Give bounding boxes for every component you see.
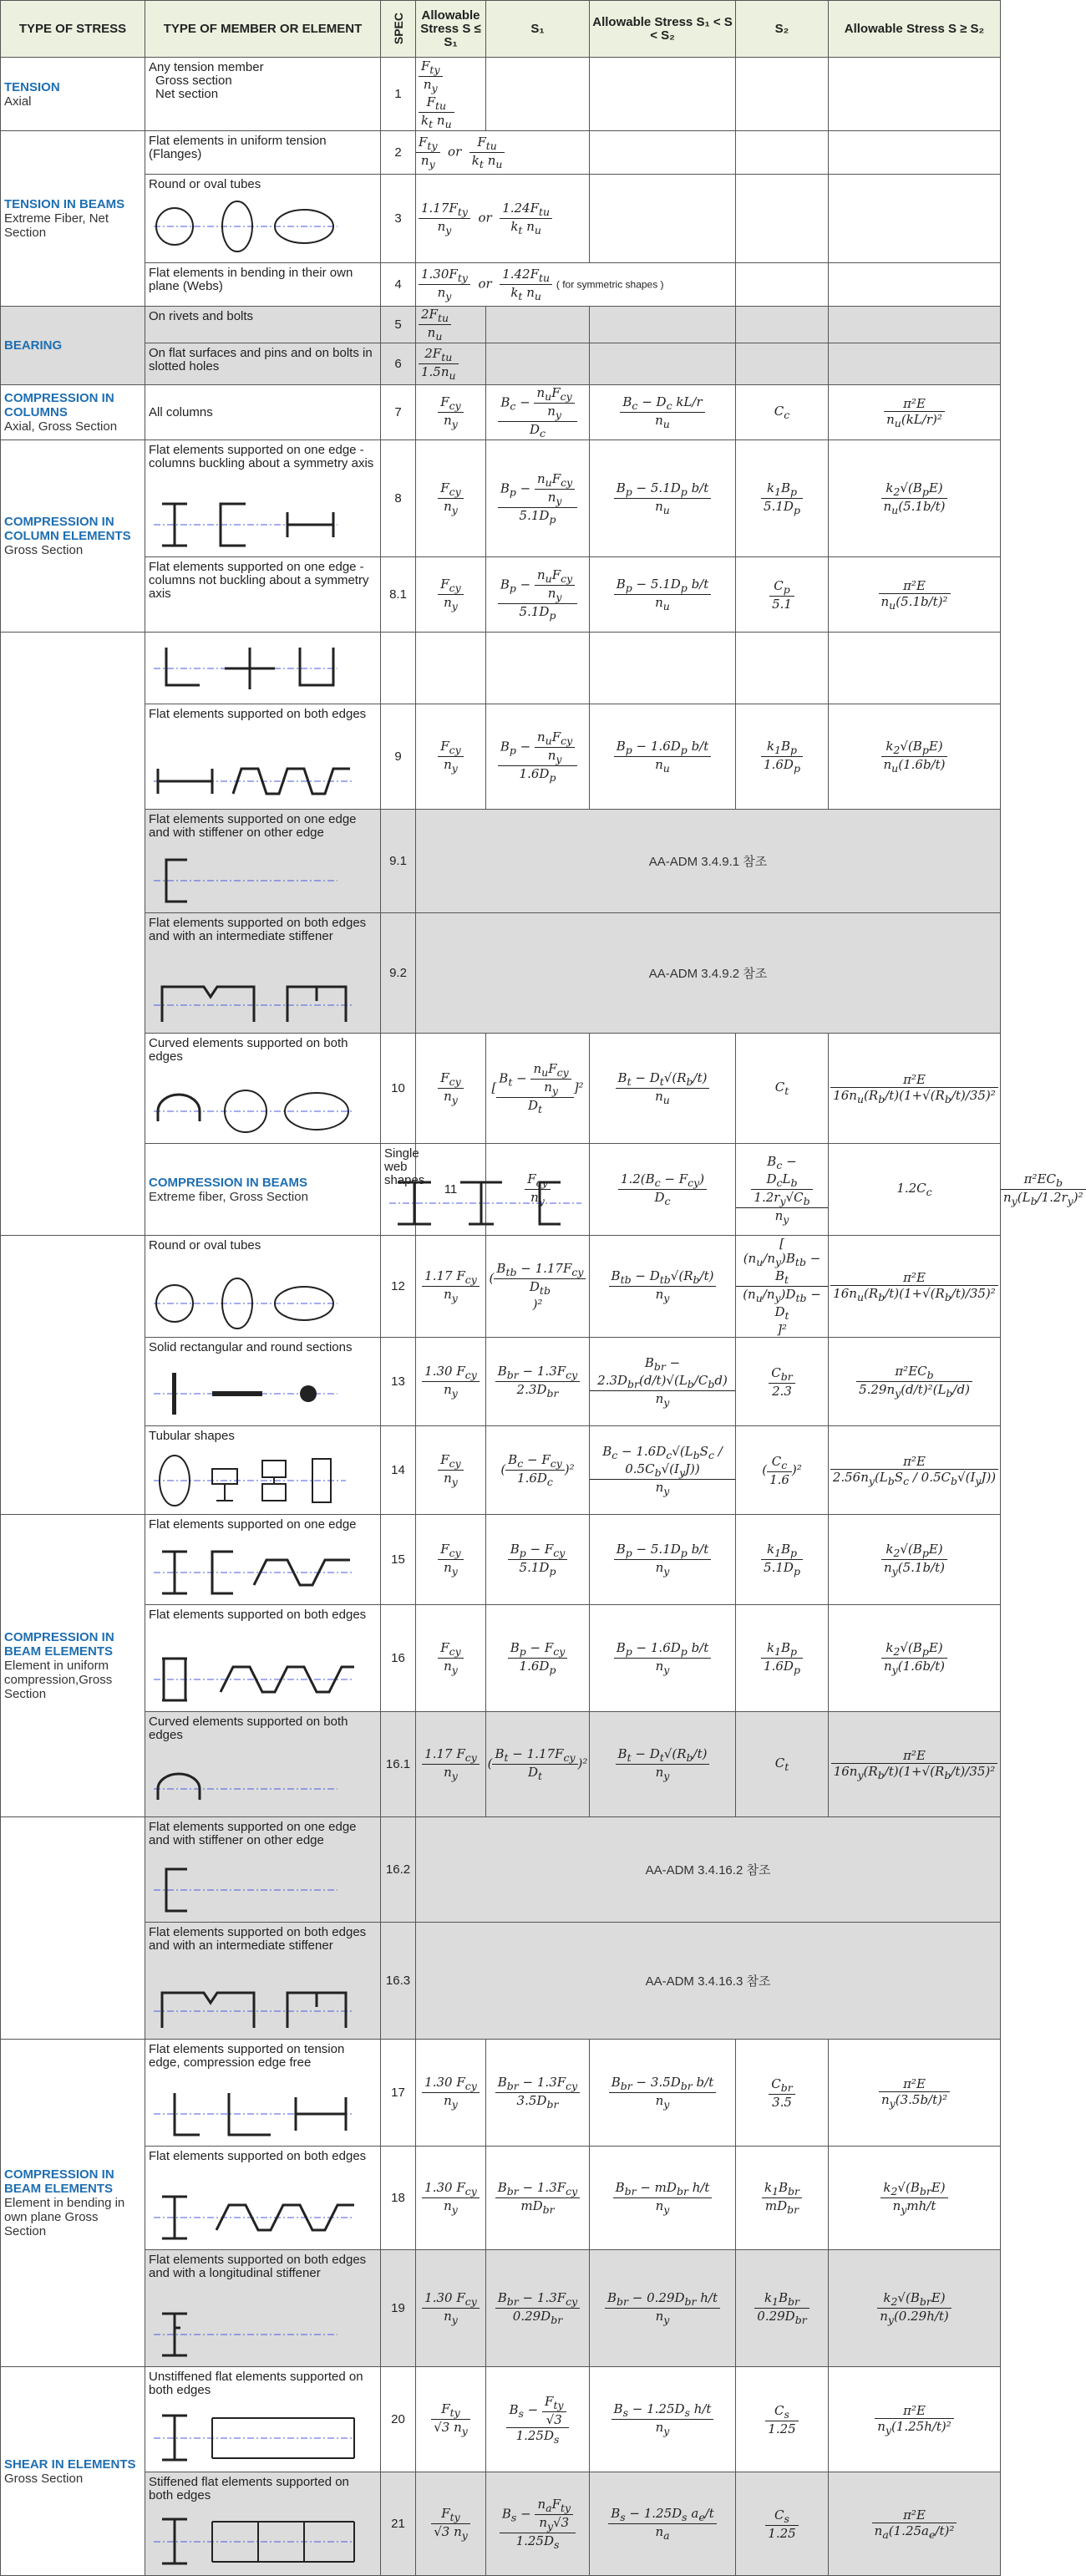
empty-cell xyxy=(736,343,829,385)
table-row xyxy=(1,1712,1001,1817)
formula-cell: $\frac{B_p - 5.1D_p b/t}{n_y}$ xyxy=(590,1515,736,1605)
tension-edge-sketch xyxy=(154,2089,354,2139)
formula-cell: $\frac{F_{cy}}{n_y}$ xyxy=(416,704,486,810)
formula-cell: $\frac{B_s - 1.25D_s h/t}{n_y}$ xyxy=(590,2367,736,2472)
formula-cell: $\frac{B_{tb} - D_{tb}√(R_b/t)}{n_y}$ xyxy=(590,1236,736,1338)
both-edge-shapes-sketch xyxy=(154,643,337,694)
member-cell: Curved elements supported on both edges xyxy=(145,1712,381,1817)
formula-cell: $\frac{k_2√(B_pE)}{n_y(5.1b/t)}$ xyxy=(829,1515,1001,1605)
table-row xyxy=(1,307,1001,343)
formula-cell: $\frac{2F_{tu}}{n_u}$ xyxy=(416,307,486,343)
formula-cell: $C_c$ xyxy=(736,385,829,440)
formula-cell: $\frac{1.17F_{ty}}{n_y}$ or $\frac{1.24F_{tu}}{k_t n_u}$ xyxy=(416,175,590,263)
group-tension-beams: TENSION IN BEAMS Extreme Fiber, Net Section xyxy=(1,131,145,307)
group-bearing: BEARING xyxy=(1,307,145,385)
spec-number xyxy=(381,633,416,704)
formula-cell: $\frac{F_{cy}}{n_y}$ xyxy=(416,1605,486,1712)
empty-cell xyxy=(736,175,829,263)
formula-cell: $\frac{B_p - 1.6D_p b/t}{n_y}$ xyxy=(590,1605,736,1712)
table-row xyxy=(1,2472,1001,2576)
table-row xyxy=(1,810,1001,913)
header-s1: S₁ xyxy=(486,1,590,58)
empty-cell xyxy=(486,307,590,343)
empty-cell xyxy=(416,633,486,704)
table-row xyxy=(1,440,1001,557)
formula-cell: $\frac{\text{π²E}}{16n_u(R_b/t)(1+√(R_b/t)/35)^2}$ xyxy=(829,1236,1001,1338)
member-cell: Flat elements in uniform tension (Flanges) xyxy=(145,131,381,175)
formula-cell: $\frac{B_p - F_{cy}}{5.1D_p}$ xyxy=(486,1515,590,1605)
member-cell xyxy=(145,633,381,704)
formula-cell: ( $\frac{B_c - F_{cy}}{1.6D_c}$ )² xyxy=(486,1426,590,1515)
table-row xyxy=(1,385,1001,440)
longitudinal-stiffener-sketch xyxy=(154,2309,337,2360)
table-row xyxy=(1,1034,1001,1144)
formula-cell: $C_t$ xyxy=(736,1034,829,1144)
spec-number: 18 xyxy=(381,2147,416,2250)
member-cell: Flat elements supported on both edges xyxy=(145,2147,381,2250)
formula-cell: $\frac{C_{br}}{2.3}$ xyxy=(736,1338,829,1426)
formula-cell: $\frac{k_1B_{br}}{mD_{br}}$ xyxy=(736,2147,829,2250)
tubular-shapes-sketch xyxy=(154,1454,346,1507)
table-row xyxy=(1,263,1001,307)
member-cell: Flat elements in bending in their own plane (Webs) xyxy=(145,263,381,307)
reference-note: AA-ADM 3.4.16.3 참조 xyxy=(416,1923,1001,2040)
formula-cell: $\frac{\pi^2EC_b}{5.29n_y(d/t)^2(L_b/d)}$ xyxy=(829,1338,1001,1426)
member-cell: Solid rectangular and round sections xyxy=(145,1338,381,1426)
group-tension: TENSION Axial xyxy=(1,58,145,131)
formula-cell: $\frac{1.17 F_{cy}}{n_y}$ xyxy=(416,1236,486,1338)
header-spec: SPEC xyxy=(381,1,416,58)
formula-cell: $\frac{1.2(B_c - F_{cy})}{D_c}$ xyxy=(590,1144,736,1236)
formula-cell: $\frac{C_s}{1.25}$ xyxy=(736,2367,829,2472)
formula-cell: $\frac{\text{π²E}}{n_y(3.5b/t)^2}$ xyxy=(829,2040,1001,2147)
formula-cell: $\frac{C_p}{5.1}$ xyxy=(736,557,829,633)
member-cell: Flat elements supported on one edge xyxy=(145,1515,381,1605)
header-row xyxy=(1,1,1001,58)
formula-cell: $\frac{B_p - 1.6D_p b/t}{n_u}$ xyxy=(590,704,736,810)
table-row xyxy=(1,58,1001,131)
formula-cell: $\frac{F_{cy}}{n_y}$ xyxy=(486,1144,590,1236)
empty-cell xyxy=(829,131,1001,175)
formula-cell: [ $B_t$ − $\frac{n_uF_{cy}}{n_y}$ $D_t$ ]² xyxy=(486,1034,590,1144)
formula-cell: $\frac{k_1B_{br}}{0.29D_{br}}$ xyxy=(736,2250,829,2367)
table-row xyxy=(1,175,1001,263)
member-cell: All columns xyxy=(145,385,381,440)
formula-cell: $\frac{k_2√(B_pE)}{n_u(1.6b/t)}$ xyxy=(829,704,1001,810)
spec-number: 2 xyxy=(381,131,416,175)
member-cell: Flat elements supported on one edge - columns not buckling about a symmetry axis xyxy=(145,557,381,633)
member-cell: Flat elements supported on both edges and with an intermediate stiffener xyxy=(145,1923,381,2040)
member-cell: Flat elements supported on tension edge, compression edge free xyxy=(145,2040,381,2147)
formula-cell: $\frac{B_p - 5.1D_p b/t}{n_u}$ xyxy=(590,557,736,633)
table-row xyxy=(1,633,1001,704)
formula-cell: $\frac{B_{br} - 2.3D_{br}(d/t)√(L_b/C_bd)}{n_y}$ xyxy=(590,1338,736,1426)
formula-cell: ( $\frac{B_t - 1.17F_{cy}}{D_t}$ )² xyxy=(486,1712,590,1817)
formula-cell: $\frac{B_{br} - mD_{br} h/t}{n_y}$ xyxy=(590,2147,736,2250)
formula-cell: ( $\frac{B_{tb} - 1.17F_{cy}}{D_{tb}}$ )² xyxy=(486,1236,590,1338)
member-cell: Round or oval tubes xyxy=(145,1236,381,1338)
formula-cell: $B_p$ − $\frac{n_uF_{cy}}{n_y}$ $5.1D_p$ xyxy=(486,440,590,557)
formula-cell: $\frac{F_{ty}}{√3 n_y}$ xyxy=(416,2367,486,2472)
header-allowable-1: Allowable Stress S ≤ S₁ xyxy=(416,1,486,58)
spec-number: 13 xyxy=(381,1338,416,1426)
empty-cell xyxy=(736,58,829,131)
formula-cell: $\frac{1.30 F_{cy}}{n_y}$ xyxy=(416,2250,486,2367)
flat-both-edges-sketch xyxy=(154,760,354,802)
formula-cell: $\frac{B_c - D_c kL/r}{n_u}$ xyxy=(590,385,736,440)
formula-cell: $\frac{C_{br}}{3.5}$ xyxy=(736,2040,829,2147)
empty-cell xyxy=(736,633,829,704)
stiffened-shear-sketch xyxy=(154,2515,354,2568)
formula-cell: $\frac{k_1B_p}{5.1D_p}$ xyxy=(736,440,829,557)
formula-cell: $\frac{F_{cy}}{n_y}$ xyxy=(416,1034,486,1144)
spec-number: 7 xyxy=(381,385,416,440)
spec-number: 15 xyxy=(381,1515,416,1605)
header-allowable-2: Allowable Stress S₁ < S < S₂ xyxy=(590,1,736,58)
formula-cell: $\frac{1.30F_{ty}}{n_y}$ or $\frac{1.42F_{tu}}{k_t n_u}$ ( for symmetric shapes ) xyxy=(416,263,736,307)
empty-cell xyxy=(590,131,736,175)
formula-cell: $\frac{\text{π²E}}{16n_y(R_b/t)(1+√(R_b/t)/35)^2}$ xyxy=(829,1712,1001,1817)
member-cell: On flat surfaces and pins and on bolts in slotted holes xyxy=(145,343,381,385)
formula-cell: $\frac{B_t - D_t√(R_b/t)}{n_y}$ xyxy=(590,1712,736,1817)
formula-cell: $\frac{\text{π²E}}{n_u(kL/r)^2}$ xyxy=(829,385,1001,440)
reference-note: AA-ADM 3.4.16.2 참조 xyxy=(416,1817,1001,1923)
beam-stiffened-one-edge-sketch xyxy=(154,1865,337,1915)
table-row xyxy=(1,913,1001,1034)
member-cell: On rivets and bolts xyxy=(145,307,381,343)
member-cell: Round or oval tubes xyxy=(145,175,381,263)
formula-cell: $\frac{F_{ty}}{n_y}$ $\frac{F_{tu}}{k_t n_u}$ xyxy=(416,58,486,131)
formula-cell: $\frac{\text{π²E}}{n_y(1.25h/t)^2}$ xyxy=(829,2367,1001,2472)
formula-cell: $\frac{1.30 F_{cy}}{n_y}$ xyxy=(416,1338,486,1426)
formula-cell: $B_s$ − $\frac{n_aF_{ty}}{n_y√3}$ $1.25D_s$ xyxy=(486,2472,590,2576)
empty-cell xyxy=(590,343,736,385)
formula-cell: $\frac{B_s - 1.25D_s a_e/t}{n_a}$ xyxy=(590,2472,736,2576)
table-row xyxy=(1,1817,1001,1923)
formula-cell: $B_c$ − $\frac{n_uF_{cy}}{n_y}$ $D_c$ xyxy=(486,385,590,440)
intermediate-stiffener-sketch xyxy=(154,980,354,1026)
empty-cell xyxy=(829,343,1001,385)
spec-number: 17 xyxy=(381,2040,416,2147)
group-comp-beams: COMPRESSION IN BEAMS Extreme fiber, Gross Section xyxy=(145,1144,381,1236)
stiffened-one-edge-sketch xyxy=(154,856,337,906)
member-cell: Flat elements supported on one edge and with stiffener on other edge xyxy=(145,810,381,913)
member-cell: Flat elements supported on both edges xyxy=(145,1605,381,1712)
formula-cell: $\frac{B_{br} - 1.3F_{cy}}{2.3D_{br}}$ xyxy=(486,1338,590,1426)
formula-cell: ( $\frac{C_c}{1.6}$ )² xyxy=(736,1426,829,1515)
one-edge-shapes-sketch xyxy=(154,500,337,550)
group-shear: SHEAR IN ELEMENTS Gross Section xyxy=(1,2367,145,2576)
spec-number: 11 xyxy=(416,1144,486,1236)
reference-note: AA-ADM 3.4.9.2 참조 xyxy=(416,913,1001,1034)
member-cell: Unstiffened flat elements supported on both edges xyxy=(145,2367,381,2472)
formula-cell: $B_p$ − $\frac{n_uF_{cy}}{n_y}$ $1.6D_p$ xyxy=(486,704,590,810)
formula-cell: $\frac{k_2√(B_{br}E)}{n_ymh/t}$ xyxy=(829,2147,1001,2250)
formula-cell: $\frac{k_1B_p}{1.6D_p}$ xyxy=(736,704,829,810)
formula-cell: $\frac{k_1B_p}{1.6D_p}$ xyxy=(736,1605,829,1712)
empty-cell xyxy=(829,307,1001,343)
spec-number: 5 xyxy=(381,307,416,343)
table-row xyxy=(1,1236,1001,1338)
spec-number: 8 xyxy=(381,440,416,557)
header-allowable-3: Allowable Stress S ≥ S₂ xyxy=(829,1,1001,58)
spec-number: 14 xyxy=(381,1426,416,1515)
formula-cell: $\frac{B_{br} - 3.5D_{br} b/t}{n_y}$ xyxy=(590,2040,736,2147)
formula-cell: $\frac{2F_{tu}}{1.5n_u}$ xyxy=(416,343,486,385)
member-cell: Curved elements supported on both edges xyxy=(145,1034,381,1144)
empty-cell xyxy=(829,175,1001,263)
member-cell: Flat elements supported on both edges and with a longitudinal stiffener xyxy=(145,2250,381,2367)
empty-cell xyxy=(736,307,829,343)
empty-cell xyxy=(590,175,736,263)
empty-cell xyxy=(590,307,736,343)
formula-cell: $\frac{B_t - D_t√(R_b/t)}{n_u}$ xyxy=(590,1034,736,1144)
table-row xyxy=(1,131,1001,175)
formula-cell: [ $\frac{(n_u/n_y)B_{tb} - B_t}{(n_u/n_y)D_{tb} - D_t}$ ]² xyxy=(736,1236,829,1338)
member-cell: Flat elements supported on one edge - columns buckling about a symmetry axis xyxy=(145,440,381,557)
group-comp-columns: COMPRESSION IN COLUMNS Axial, Gross Section xyxy=(1,385,145,440)
formula-cell: $\frac{F_{cy}}{n_y}$ xyxy=(416,1426,486,1515)
formula-cell: $C_t$ xyxy=(736,1712,829,1817)
member-cell: Flat elements supported on one edge and with stiffener on other edge xyxy=(145,1817,381,1923)
spec-number: 3 xyxy=(381,175,416,263)
empty-cell xyxy=(590,633,736,704)
empty-cell xyxy=(486,58,590,131)
formula-cell: $1.2C_c$ xyxy=(829,1144,1001,1236)
formula-cell: $\frac{B_{br} - 0.29D_{br} h/t}{n_y}$ xyxy=(590,2250,736,2367)
group-cont xyxy=(1,1236,145,1515)
formula-cell: $\frac{1.30 F_{cy}}{n_y}$ xyxy=(416,2147,486,2250)
formula-cell: $\frac{B_{br} - 1.3F_{cy}}{mD_{br}}$ xyxy=(486,2147,590,2250)
spec-number: 16.1 xyxy=(381,1712,416,1817)
spec-number: 8.1 xyxy=(381,557,416,633)
table-row xyxy=(1,2040,1001,2147)
table-row xyxy=(1,557,1001,633)
table-row: COMPRESSION IN BEAMS Extreme fiber, Gross Section Single web shapes 11 $\frac{F_{cy}}{n_y}$ $\frac{1.2(B_c - F_{cy})}{D_c}$ $B_c$ − $\frac{D_cL_b}{1.2r_y√C_b}$ $n_y$ $1.2C_c$ $\frac{\pi^2EC_b}{n_y(L_b/1.2r_y)^2}$ xyxy=(1,1144,1001,1236)
group-cont xyxy=(1,633,145,1236)
spec-number: 1 xyxy=(381,58,416,131)
spec-number: 21 xyxy=(381,2472,416,2576)
empty-cell xyxy=(486,343,590,385)
formula-cell: $\frac{F_{cy}}{n_y}$ xyxy=(416,1515,486,1605)
member-cell: Any tension member Gross section Net section xyxy=(145,58,381,131)
formula-cell: $\frac{k_2√(B_{br}E)}{n_y(0.29h/t)}$ xyxy=(829,2250,1001,2367)
table-row xyxy=(1,1515,1001,1605)
formula-cell: $\frac{B_p - F_{cy}}{1.6D_p}$ xyxy=(486,1605,590,1712)
table-row xyxy=(1,2250,1001,2367)
spec-number: 9.2 xyxy=(381,913,416,1034)
empty-cell xyxy=(590,58,736,131)
spec-number: 16 xyxy=(381,1605,416,1712)
spec-number: 10 xyxy=(381,1034,416,1144)
formula-cell: $\frac{F_{cy}}{n_y}$ xyxy=(416,385,486,440)
empty-cell xyxy=(486,633,590,704)
beam-intermediate-stiffener-sketch xyxy=(154,1986,354,2032)
formula-cell: $\frac{B_{br} - 1.3F_{cy}}{3.5D_{br}}$ xyxy=(486,2040,590,2147)
group-comp-beam-bending: COMPRESSION IN BEAM ELEMENTS Element in bending in own plane Gross Section xyxy=(1,2040,145,2367)
table-row xyxy=(1,2367,1001,2472)
single-web-shapes-sketch xyxy=(389,1178,581,1228)
formula-cell: $\frac{F_{cy}}{n_y}$ xyxy=(416,440,486,557)
table-row xyxy=(1,2147,1001,2250)
header-s2: S₂ xyxy=(736,1,829,58)
formula-cell: $\frac{F_{cy}}{n_y}$ xyxy=(416,557,486,633)
formula-cell: $\frac{\text{π²E}}{16n_u(R_b/t)(1+√(R_b/t)/35)^2}$ xyxy=(829,1034,1001,1144)
spec-number: 9 xyxy=(381,704,416,810)
empty-cell xyxy=(829,58,1001,131)
formula-cell: $\frac{k_1B_p}{5.1D_p}$ xyxy=(736,1515,829,1605)
spec-number: 12 xyxy=(381,1236,416,1338)
round-oval-tubes-sketch xyxy=(154,1277,337,1330)
member-cell: Flat elements supported on both edges xyxy=(145,704,381,810)
formula-cell: $\frac{k_2√(B_pE)}{n_y(1.6b/t)}$ xyxy=(829,1605,1001,1712)
formula-cell: $\frac{\text{π²E}}{n_a(1.25a_e/t)^2}$ xyxy=(829,2472,1001,2576)
header-type-of-member: TYPE OF MEMBER OR ELEMENT xyxy=(145,1,381,58)
unstiffened-shear-sketch xyxy=(154,2411,354,2465)
formula-cell: $\frac{k_2√(B_pE)}{n_u(5.1b/t)}$ xyxy=(829,440,1001,557)
formula-cell: $\frac{F_{ty}}{n_y}$ or $\frac{F_{tu}}{k_t n_u}$ xyxy=(416,131,590,175)
formula-cell: $\frac{\text{π²E}}{n_u(5.1b/t)^2}$ xyxy=(829,557,1001,633)
round-oval-tubes-sketch xyxy=(154,197,337,256)
spec-number: 6 xyxy=(381,343,416,385)
symmetric-note: ( for symmetric shapes ) xyxy=(556,278,664,291)
spec-number: 19 xyxy=(381,2250,416,2367)
member-cell: Tubular shapes xyxy=(145,1426,381,1515)
formula-cell: $B_s$ − $\frac{F_{ty}}{√3}$ $1.25D_s$ xyxy=(486,2367,590,2472)
spec-number: 16.2 xyxy=(381,1817,416,1923)
spec-number: 16.3 xyxy=(381,1923,416,2040)
formula-cell: $\frac{B_{br} - 1.3F_{cy}}{0.29D_{br}}$ xyxy=(486,2250,590,2367)
formula-cell: $\frac{\text{π²E}}{2.56n_y(L_bS_c / 0.5C_b√(I_yJ))}$ xyxy=(829,1426,1001,1515)
formula-cell: $B_c$ − $\frac{D_cL_b}{1.2r_y√C_b}$ $n_y$ xyxy=(736,1144,829,1236)
member-cell: Flat elements supported on both edges and with an intermediate stiffener xyxy=(145,913,381,1034)
formula-cell: $B_p$ − $\frac{n_uF_{cy}}{n_y}$ $5.1D_p$ xyxy=(486,557,590,633)
table-row xyxy=(1,1923,1001,2040)
table-row xyxy=(1,1338,1001,1426)
spec-number: 9.1 xyxy=(381,810,416,913)
group-cont xyxy=(1,1817,145,2040)
empty-cell xyxy=(829,633,1001,704)
spec-number: 20 xyxy=(381,2367,416,2472)
empty-cell xyxy=(829,263,1001,307)
formula-cell: $\frac{1.17 F_{cy}}{n_y}$ xyxy=(416,1712,486,1817)
table-row xyxy=(1,1605,1001,1712)
beam-curved-sketch xyxy=(154,1768,337,1810)
beam-both-edges-sketch xyxy=(154,1654,354,1705)
bending-both-edges-sketch xyxy=(154,2192,354,2243)
formula-cell: $\frac{1.30 F_{cy}}{n_y}$ xyxy=(416,2040,486,2147)
formula-cell: $\frac{F_{ty}}{√3 n_y}$ xyxy=(416,2472,486,2576)
empty-cell xyxy=(736,263,829,307)
beam-one-edge-sketch xyxy=(154,1547,354,1598)
curved-both-edges-sketch xyxy=(154,1086,354,1136)
empty-cell xyxy=(736,131,829,175)
header-type-of-stress: TYPE OF STRESS xyxy=(1,1,145,58)
group-comp-beam-elements: COMPRESSION IN BEAM ELEMENTS Element in uniform compression,Gross Section xyxy=(1,1515,145,1817)
formula-cell: $\frac{B_c - 1.6D_c√(L_bS_c / 0.5C_b√(I_yJ))}{n_y}$ xyxy=(590,1426,736,1515)
table-row xyxy=(1,343,1001,385)
reference-note: AA-ADM 3.4.9.1 참조 xyxy=(416,810,1001,913)
member-cell: Stiffened flat elements supported on both edges xyxy=(145,2472,381,2576)
formula-cell: $\frac{C_s}{1.25}$ xyxy=(736,2472,829,2576)
spec-number: 4 xyxy=(381,263,416,307)
formula-cell: $\frac{B_p - 5.1D_p b/t}{n_u}$ xyxy=(590,440,736,557)
group-comp-column-elements: COMPRESSION IN COLUMN ELEMENTS Gross Section xyxy=(1,440,145,633)
table-row xyxy=(1,704,1001,810)
member-cell: Single web shapes xyxy=(381,1144,416,1236)
table-row xyxy=(1,1426,1001,1515)
solid-sections-sketch xyxy=(154,1369,337,1419)
